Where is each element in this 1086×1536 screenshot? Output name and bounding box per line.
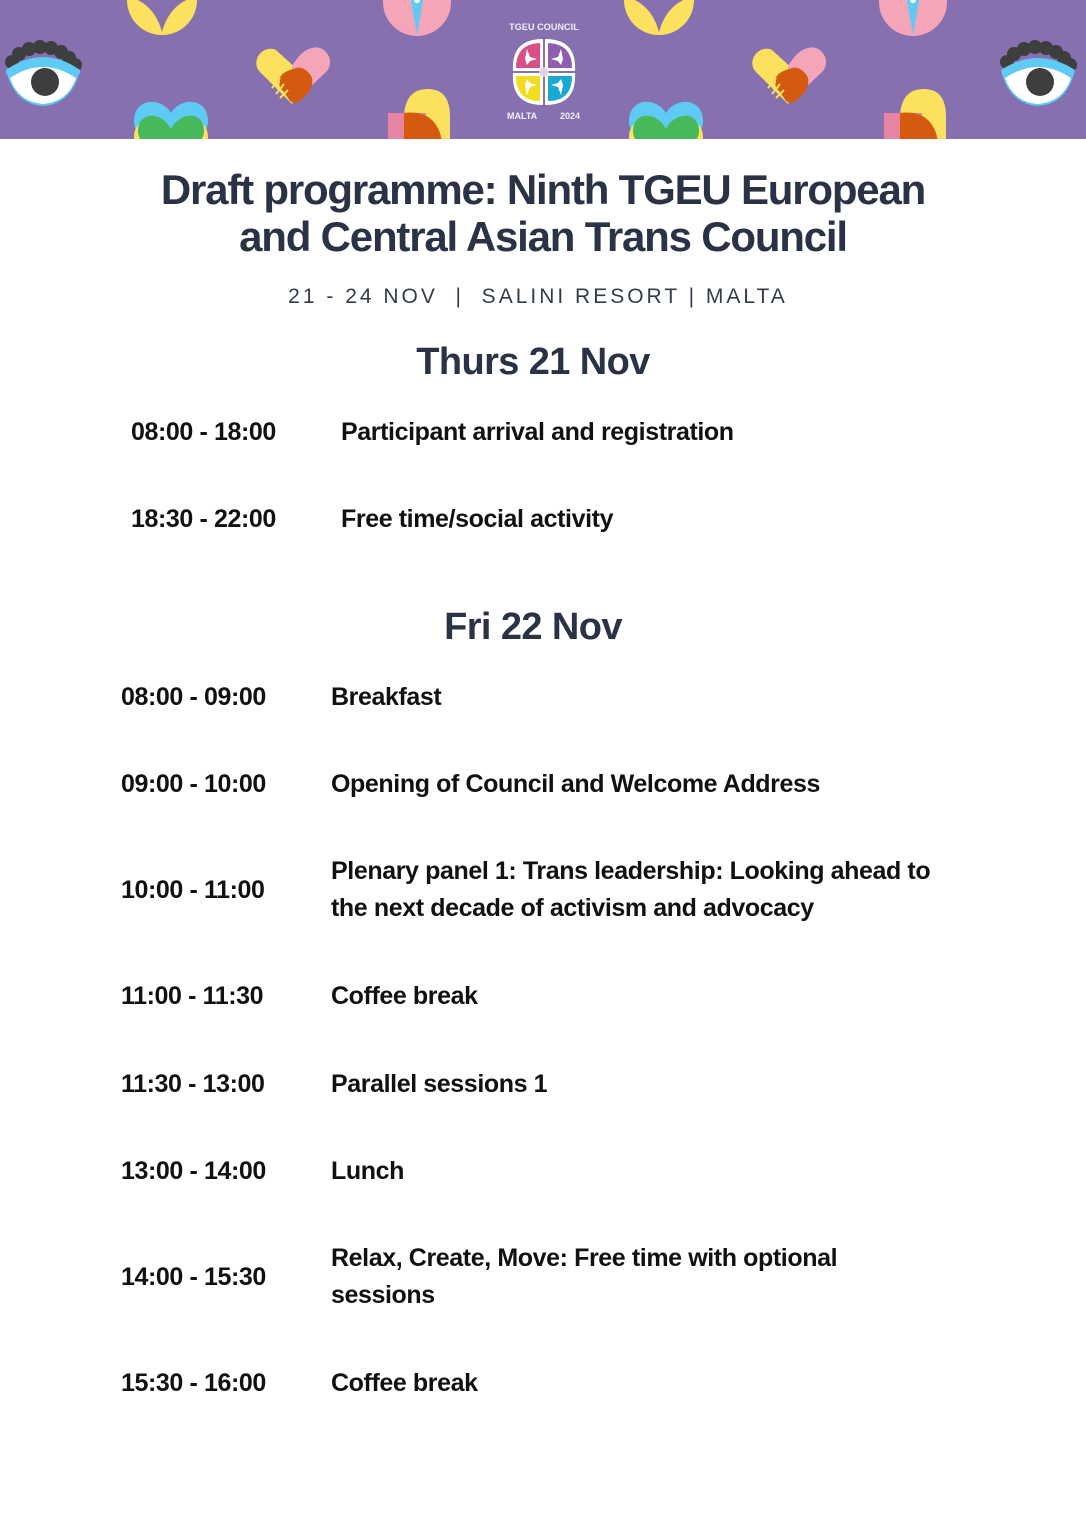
heart-icon: [627, 93, 705, 139]
session-title: Parallel sessions 1: [331, 1070, 548, 1098]
schedule-row: [131, 501, 613, 538]
session-time: 08:00 - 09:00: [121, 683, 266, 711]
page-title-line-2: and Central Asian Trans Council: [239, 213, 847, 260]
session-title: Plenary panel 1: Trans leadership: Looking ahead to the next decade of activism and advocacy: [331, 857, 931, 922]
schedule-row: [121, 1066, 547, 1103]
arch-square-shape: [388, 89, 454, 139]
schedule-row: [121, 978, 478, 1015]
tgeu-council-logo: [500, 22, 588, 127]
session-time: 10:00 - 11:00: [121, 875, 265, 904]
session-title: Coffee break: [331, 1369, 478, 1397]
session-title: Coffee break: [331, 982, 478, 1010]
session-title: Opening of Council and Welcome Address: [331, 770, 821, 798]
page-title-line-1: Draft programme: Ninth TGEU European: [160, 166, 926, 213]
session-time: 09:00 - 10:00: [121, 770, 266, 798]
holding-hands-heart-icon: [748, 44, 830, 106]
page-title: [0, 166, 1086, 260]
header-banner: [0, 0, 1086, 139]
logo-year: 2024: [559, 111, 580, 121]
logo-top-text: TGEU COUNCIL: [509, 22, 579, 32]
schedule-row: [121, 1365, 478, 1402]
session-time: 18:30 - 22:00: [131, 505, 276, 533]
day-heading-thursday: Thurs 21 Nov: [416, 341, 650, 383]
session-time: 14:00 - 15:30: [121, 1262, 266, 1291]
heart-icon: [132, 93, 210, 139]
logo-location: MALTA: [507, 111, 538, 121]
session-time: 11:00 - 11:30: [121, 982, 264, 1010]
eye-icon: [997, 40, 1079, 108]
session-title: Relax, Create, Move: Free time with optional sessions: [331, 1244, 838, 1309]
tulip-icon: [125, 0, 199, 36]
session-title: Breakfast: [331, 683, 442, 711]
tulip-icon: [622, 0, 696, 36]
eye-icon: [2, 40, 84, 108]
session-title: Lunch: [331, 1157, 404, 1185]
schedule-row: [121, 1240, 901, 1314]
schedule-row: [121, 679, 441, 716]
arch-square-shape: [884, 89, 950, 139]
session-time: 15:30 - 16:00: [121, 1369, 266, 1397]
session-time: 08:00 - 18:00: [131, 418, 276, 446]
schedule-row: [121, 766, 820, 803]
holding-hands-heart-icon: [252, 44, 334, 106]
schedule-row: [131, 414, 734, 451]
session-time: 11:30 - 13:00: [121, 1070, 265, 1098]
day-heading-friday: Fri 22 Nov: [444, 606, 622, 648]
schedule-row: [121, 1153, 404, 1190]
session-title: Participant arrival and registration: [341, 418, 734, 446]
session-title: Free time/social activity: [341, 505, 614, 533]
pink-drop-circle-icon: [878, 0, 948, 37]
session-time: 13:00 - 14:00: [121, 1157, 266, 1185]
event-dates-location: 21 - 24 NOV | SALINI RESORT | MALTA: [288, 285, 788, 308]
pink-drop-circle-icon: [382, 0, 452, 37]
schedule-row: [121, 853, 941, 927]
flower-logo-icon: [507, 35, 581, 109]
